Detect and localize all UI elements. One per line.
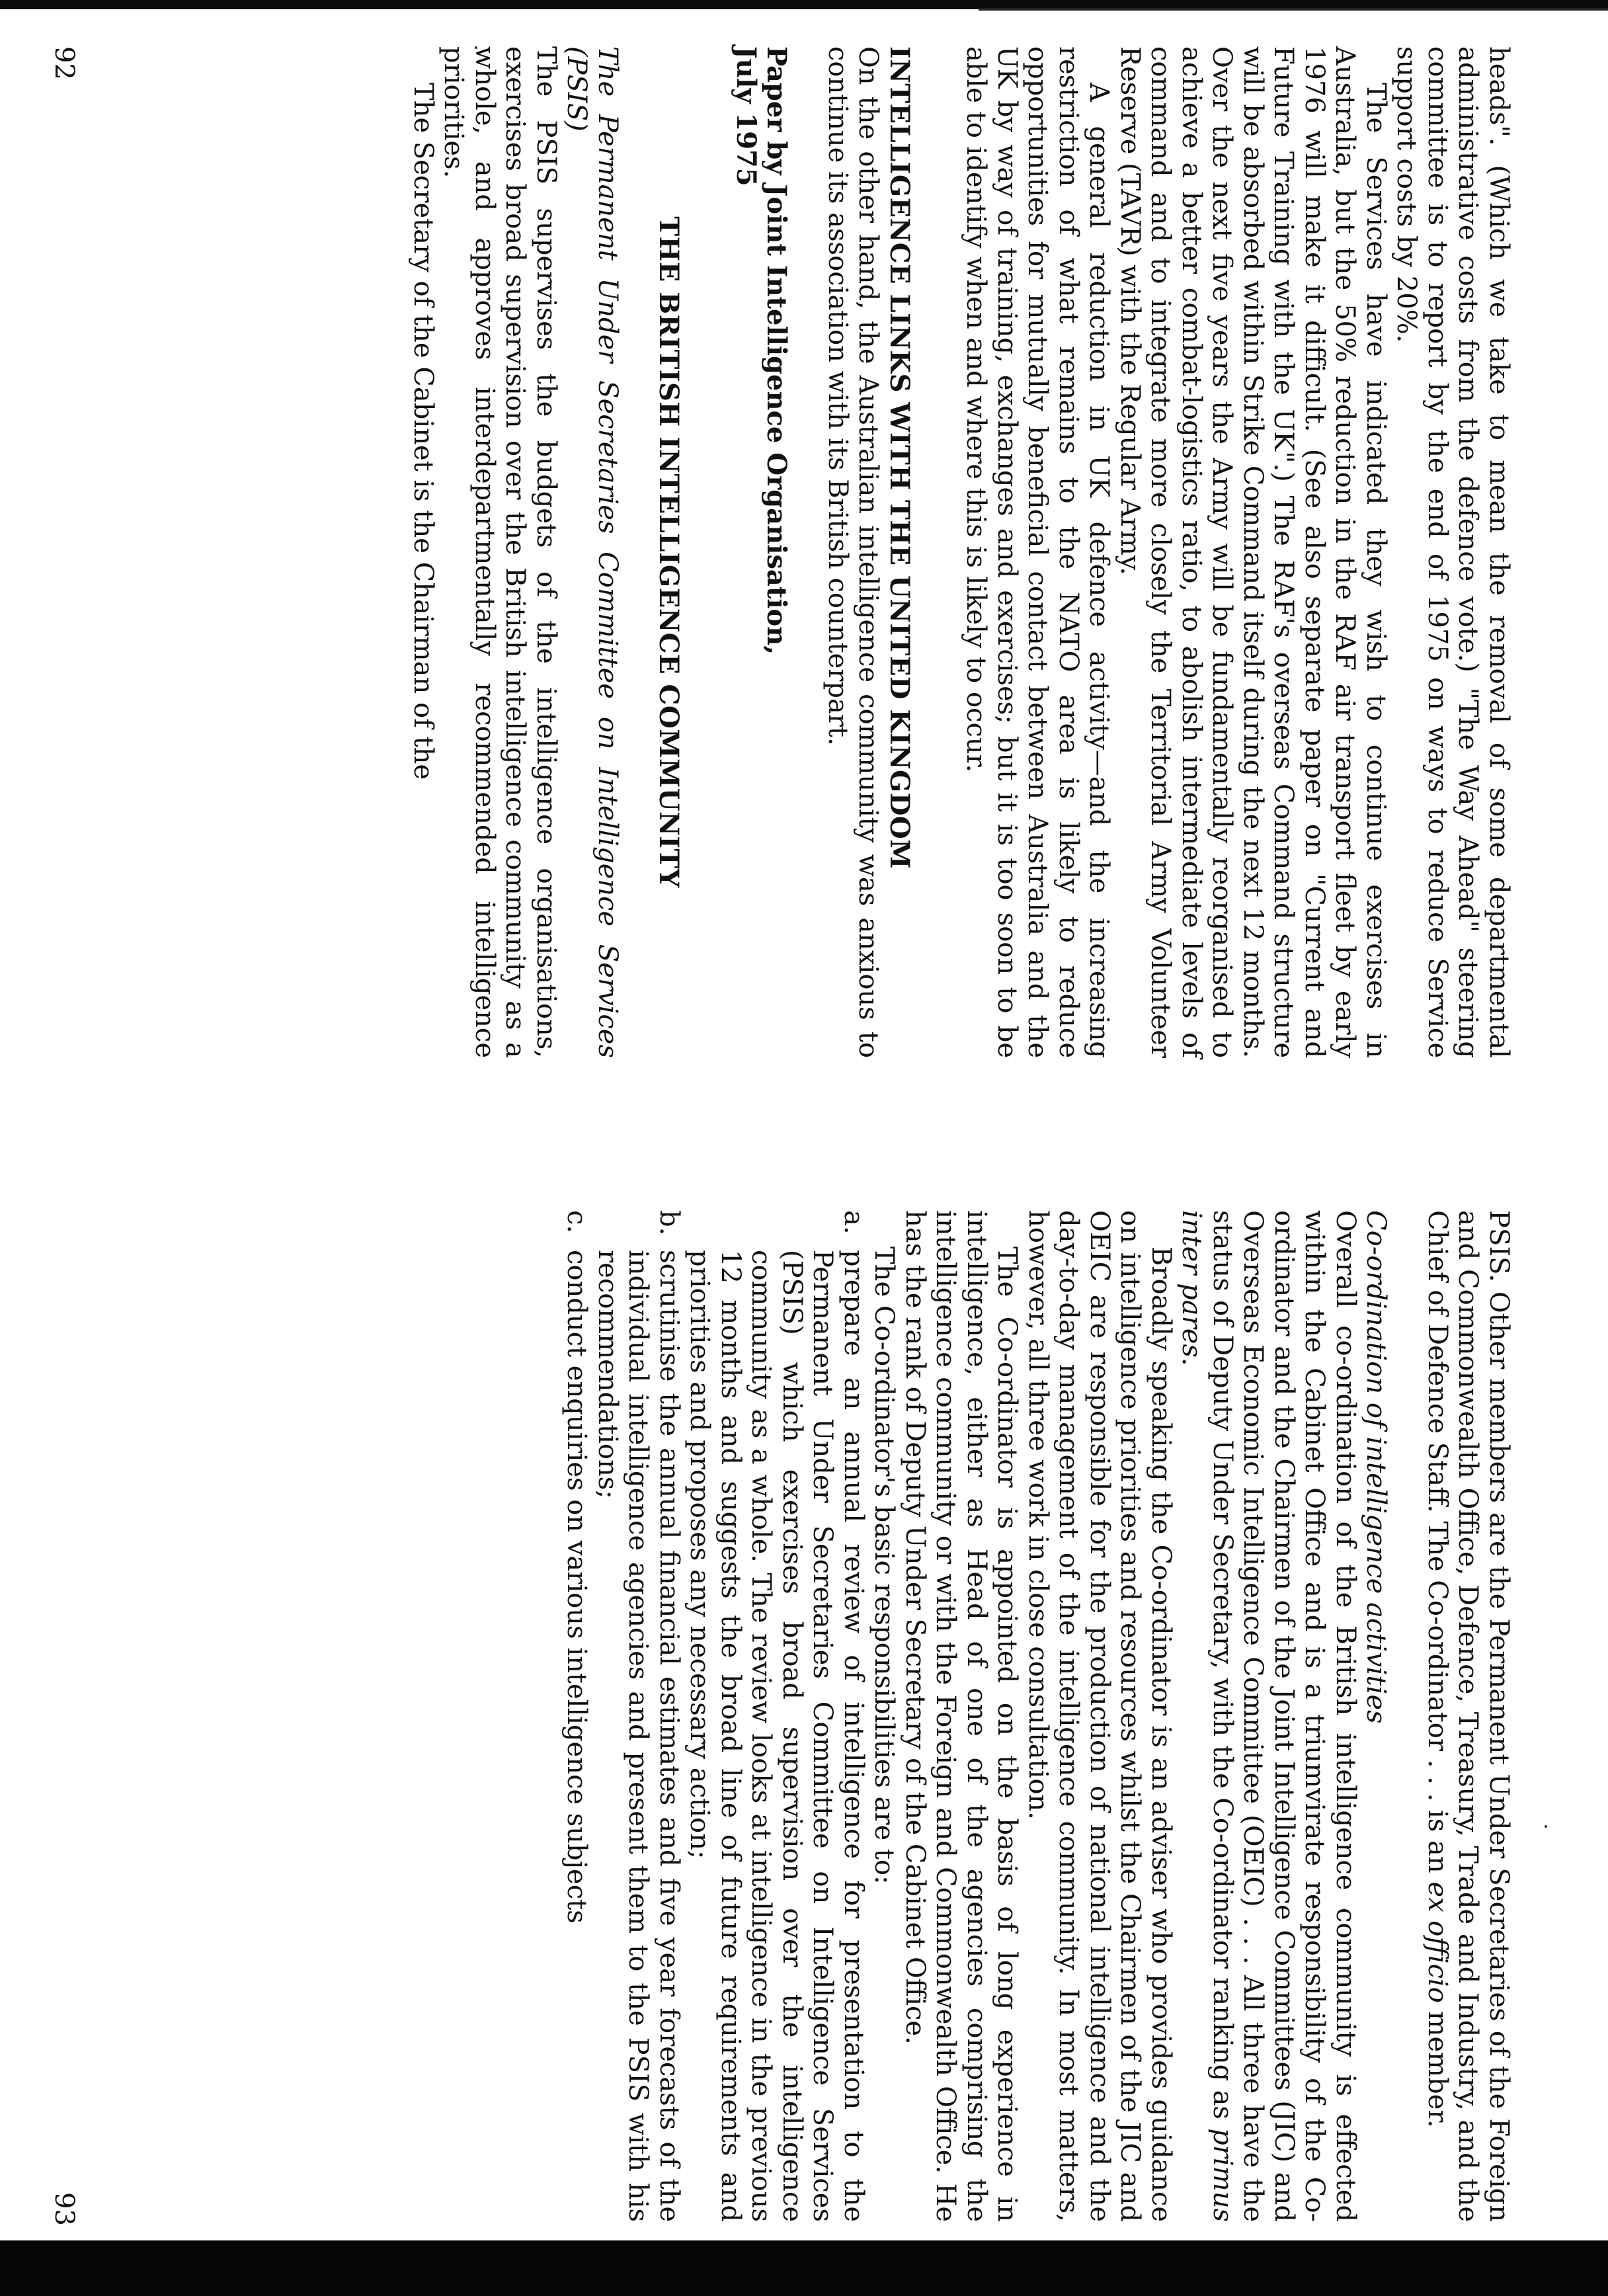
page-number-left: 92 — [49, 46, 79, 80]
paragraph-coordinator-appointed: The Co-ordinator is appointed on the basis of long experience in intelligence, either as Head of one of the agencies comprising the intelligence community or with the Foreign and Commonwealth Office. He has the rank of Deputy Under Secretary of the Cabinet Office. — [900, 1210, 1023, 2222]
paragraph-heads: heads". (Which we take to mean the removal of some departmental administrative costs from the defence vote.) "The Way Ahead" steering committee is to report by the end of 1975 on ways to reduce Service support costs by 20%. — [1391, 46, 1514, 1058]
paragraph-cabinet-secretary: The Secretary of the Cabinet is the Chairman of the — [408, 83, 438, 780]
psis-subheading: The Permanent Under Secretaries Committee on Intelligence Services (PSIS) — [561, 46, 623, 1058]
page-number-right: 93 — [49, 2192, 79, 2226]
list-item: b. scrutinise the annual financial estimates and five year forecasts of the individual intelligence agencies and present them to the PSIS with his recommendations; — [592, 1210, 684, 2222]
paper-attribution: Paper by Joint Intelligence Organisation, July 1975 — [731, 46, 793, 655]
responsibilities-list — [561, 1210, 869, 2222]
paragraph-overall-coordination: Overall co-ordination of the British intelligence community is effected within the Cabinet Office and is a triumvirate responsibility of the Co-ordinator and the Chairmen of the Joint Intelligence Committees (JIC) and Overseas Economic Intelligence Committee (OEIC) . . . All three have the status of Deputy Under Secretary, with the Co-ordinator ranking as primus inter pares. — [1176, 1210, 1361, 2222]
right-page — [561, 1210, 1514, 2222]
paragraph-services-exercises: The Services have indicated they wish to continue exercises in Australia, but the 50% reduction in the RAF air transport fleet by early 1976 will make it difficult. (See also separate paper on "Current and Future Training with the UK".) The RAF's overseas Command structure will be absorbed within Strike Command itself during the next 12 months. Over the next five years the Army will be fundamentally reorganised to achieve a better combat-logistics ratio, to abolish intermediate levels of command and to integrate more closely the Territorial Army Volunteer Reserve (TAVR) with the Regular Army. — [1115, 46, 1391, 1058]
paragraph-general-reduction: A general reduction in UK defence activity—and the increasing restriction of what remains to the NATO area is likely to reduce opportunities for mutually beneficial contact between Australia and the UK by way of training, exchanges and exercises; but it is too soon to be able to identify when and where this is likely to occur. — [961, 46, 1115, 1058]
paragraph-responsibilities-intro: The Co-ordinator's basic responsibilities are to: — [869, 1247, 900, 1885]
heading-intelligence-links: INTELLIGENCE LINKS WITH THE UNITED KINGDOM — [884, 46, 915, 870]
paragraph-psis-supervises: The PSIS supervises the budgets of the intelligence organisations, exercises broad supervision over the British intelligence community as a whole, and approves interdepartmentally recommended intelligence priorities. — [438, 46, 561, 1058]
list-item: c. conduct enquiries on various intelligence subjects — [561, 1210, 592, 1924]
paragraph-broadly-speaking: Broadly speaking the Co-ordinator is an adviser who provides guidance on intelligence priorities and resources whilst the Chairmen of the JIC and OEIC are responsible for the production of national intelligence and the day-to-day management of the intelligence community. In most matters, however, all three work in close consultation. — [1023, 1210, 1176, 2222]
list-item: a. prepare an annual review of intelligence for presentation to the Permanent Under Secretaries Committee on Intelligence Services (PSIS) which exercises broad supervision over the intelligence community as a whole. The review looks at intelligence in the previous 12 months and suggests the broad line of future requirements and priorities and proposes any necessary action; — [684, 1210, 869, 2222]
book-spread — [0, 20, 1534, 2235]
paragraph-other-hand: On the other hand, the Australian intelligence community was anxious to continue its association with its British counterpart. — [823, 46, 884, 1058]
left-page — [408, 46, 1515, 1058]
top-scan-border-tail — [979, 8, 1608, 11]
paragraph-psis-members: PSIS. Other members are the Permanent Under Secretaries of the Foreign and Commonwealth Office, Defence, Treasury, Trade and Industry, and the Chief of Defence Staff. The Co-ordinator . . . is an ex officio member. — [1422, 1210, 1514, 2222]
heading-british-community: THE BRITISH INTELLIGENCE COMMUNITY — [653, 216, 685, 888]
coordination-subheading: Co-ordination of intelligence activities — [1361, 1210, 1392, 1724]
scan-speck — [1545, 1825, 1547, 1828]
bottom-scan-border — [0, 2240, 1608, 2296]
